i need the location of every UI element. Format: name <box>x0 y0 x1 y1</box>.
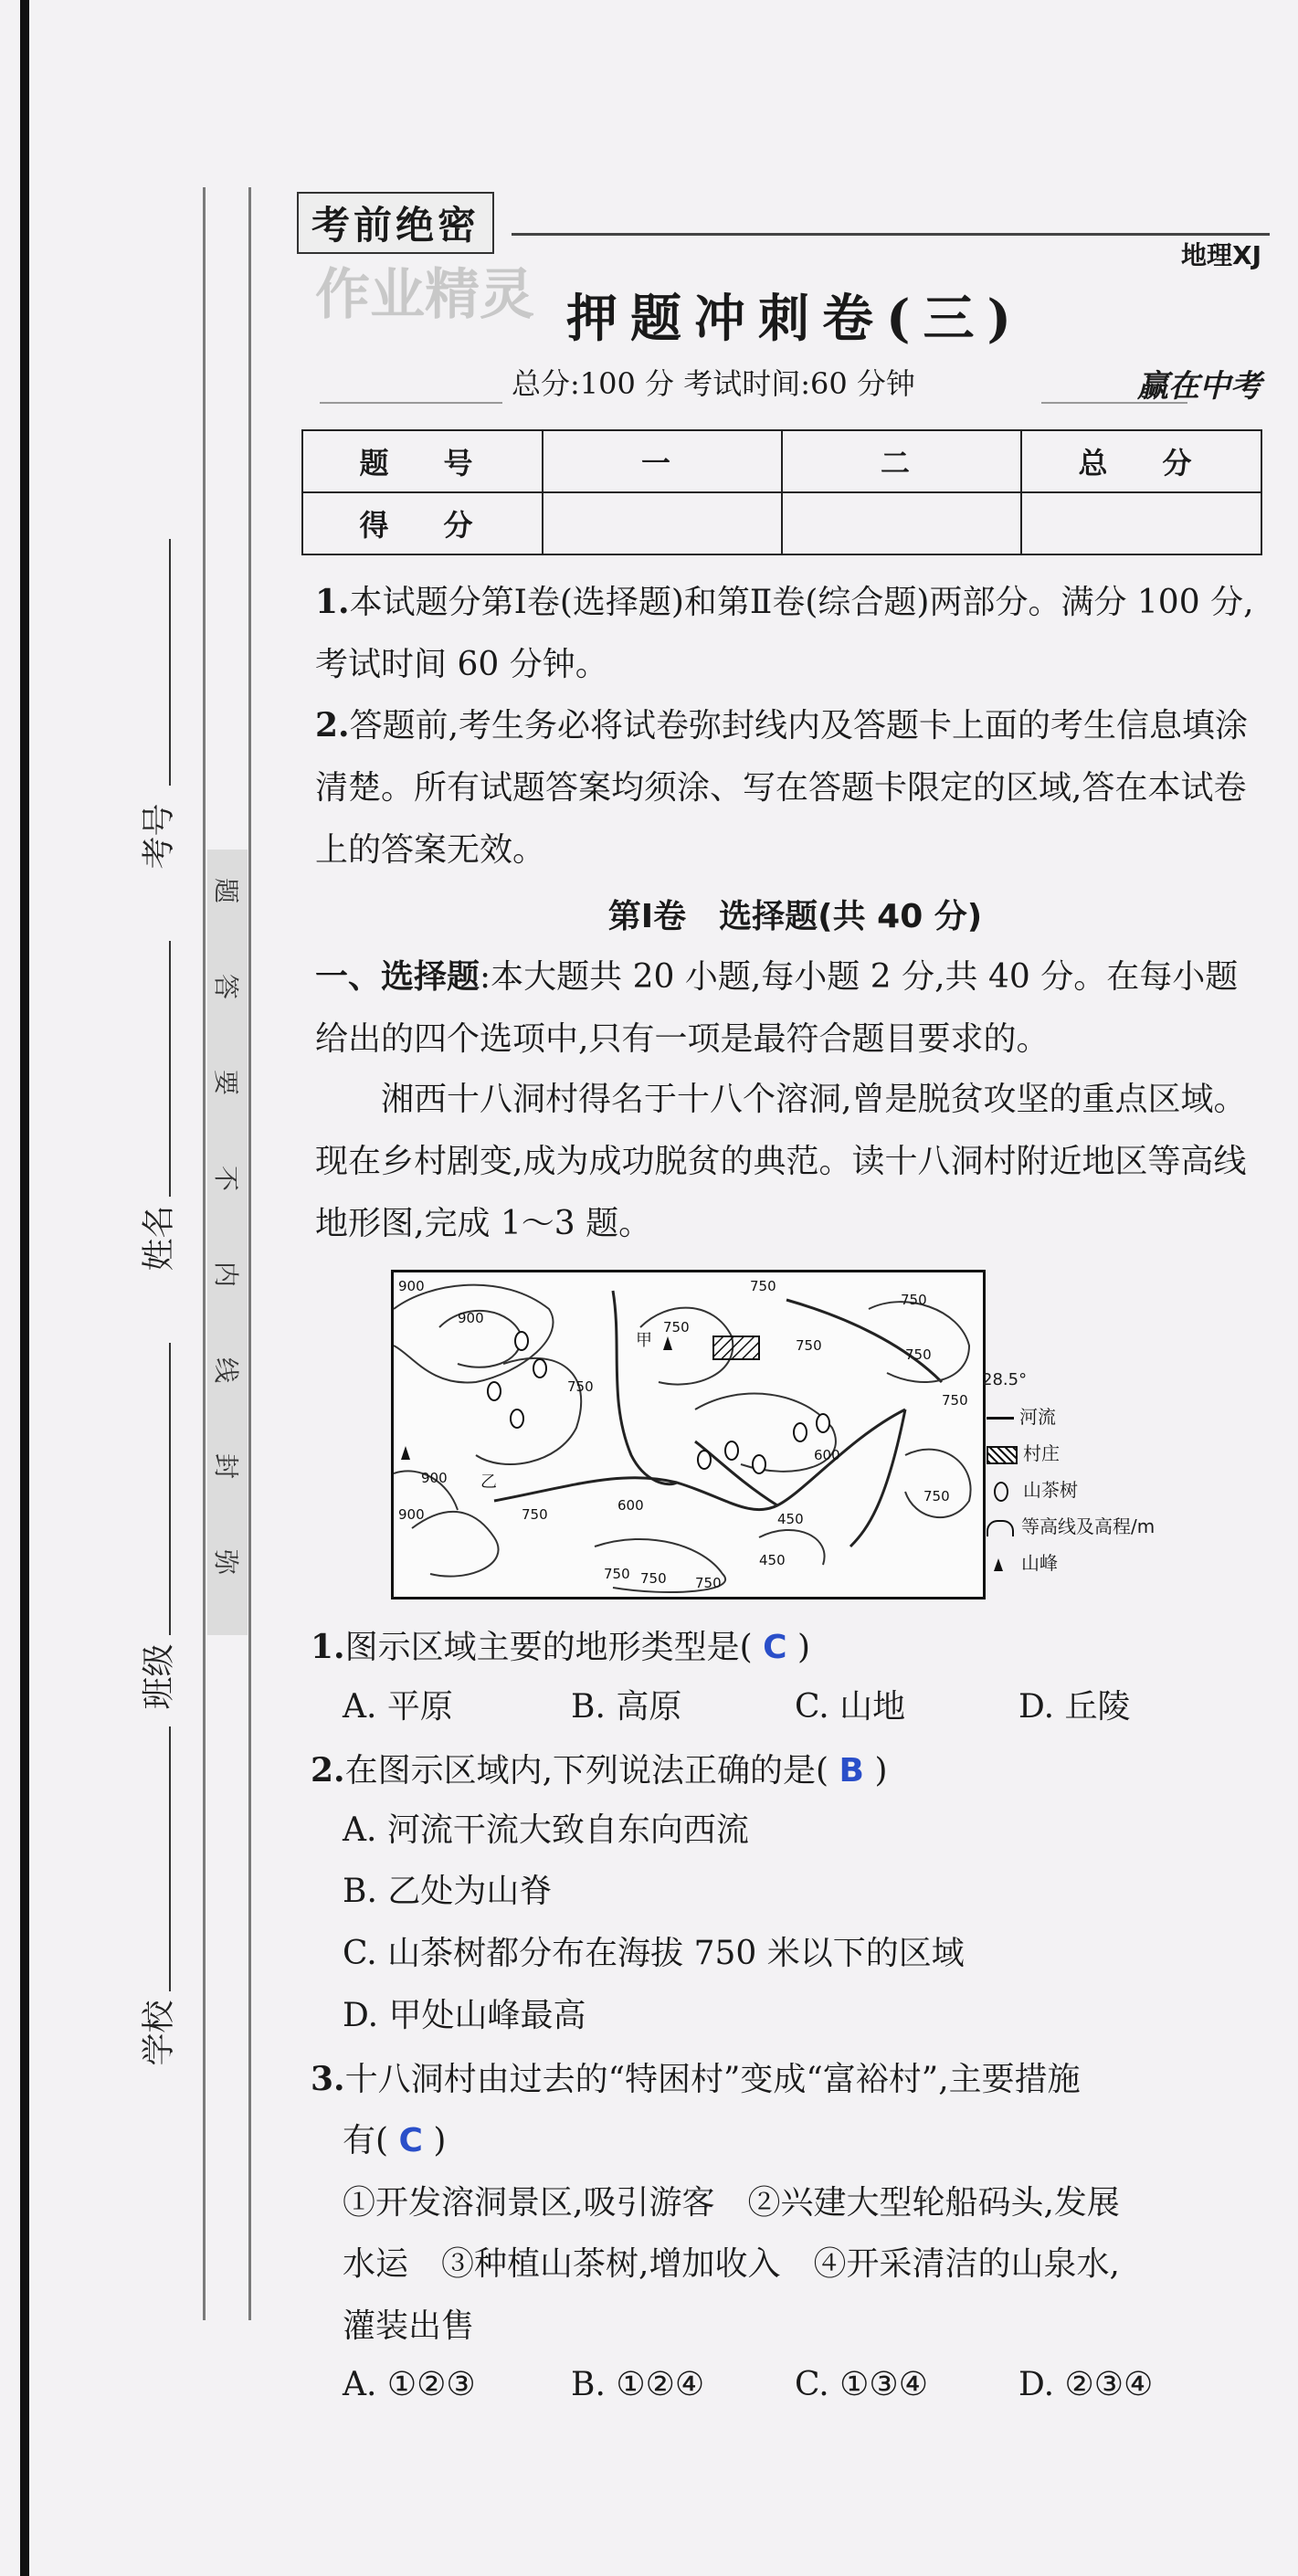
score-time-info: 总分:100 分 考试时间:60 分钟 <box>512 366 915 401</box>
legend-label: 山峰 <box>1021 1552 1058 1574</box>
option[interactable]: B. ①②④ <box>571 2366 705 2403</box>
question-close: ) <box>874 1752 888 1789</box>
table-row <box>302 430 1261 492</box>
score-input-cell[interactable] <box>543 492 782 554</box>
contour-label: 750 <box>750 1278 776 1294</box>
table-row <box>302 492 1261 554</box>
contour-label: 600 <box>814 1447 840 1463</box>
seal-char: 内 <box>211 1261 241 1287</box>
table-cell: 二 <box>782 430 1021 492</box>
camellia-icon <box>817 1414 829 1432</box>
contour-label: 750 <box>695 1575 722 1591</box>
question-number: 2. <box>311 1751 345 1789</box>
seal-char: 要 <box>211 1069 241 1095</box>
class-fill-line[interactable] <box>169 1343 171 1635</box>
contour-line <box>869 1302 969 1382</box>
answer-mark[interactable]: B <box>839 1752 864 1789</box>
point-jia-label: 甲 <box>636 1331 652 1350</box>
score-table <box>301 429 1262 555</box>
instruction-text: 本试题分第Ⅰ卷(选择题)和第Ⅱ卷(综合题)两部分。满分 100 分,考试时间 60 分钟。 <box>315 584 1254 683</box>
question-3 <box>311 2053 1081 2100</box>
part-text: :本大题共 20 小题,每小题 2 分,共 40 分。在每小题给出的四个选项中,只有一项是最符合题目要求的。 <box>315 958 1239 1058</box>
contour-label: 750 <box>522 1506 548 1523</box>
question-stem: 有( <box>343 2122 389 2159</box>
contour-label: 750 <box>604 1566 630 1582</box>
instruction-1 <box>315 571 1256 696</box>
binding-edge <box>20 0 29 2576</box>
name-label: 姓名 <box>140 1205 178 1272</box>
contour-map <box>391 1270 986 1599</box>
instruction-2 <box>315 694 1256 882</box>
option[interactable]: A. ①②③ <box>343 2366 476 2403</box>
header-rule <box>512 233 1270 236</box>
camellia-icon <box>533 1359 546 1378</box>
river-branch <box>850 1409 905 1547</box>
class-label: 班级 <box>140 1643 178 1710</box>
option[interactable]: A. 平原 <box>343 1688 453 1726</box>
instruction-number: 1. <box>315 583 350 621</box>
contour-label: 750 <box>942 1392 968 1409</box>
option[interactable]: C. ①③④ <box>795 2366 928 2403</box>
answer-mark[interactable]: C <box>398 2122 423 2159</box>
camellia-icon <box>794 1423 807 1441</box>
contour-line <box>476 1358 581 1464</box>
camellia-icon <box>753 1455 765 1473</box>
question-number: 1. <box>311 1628 345 1666</box>
point-yi-label: 乙 <box>480 1473 497 1492</box>
option[interactable]: A. 河流干流大致自东向西流 <box>343 1811 749 1849</box>
table-cell: 一 <box>543 430 782 492</box>
question-stem: 在图示区域内,下列说法正确的是( <box>344 1752 829 1789</box>
seal-char: 线 <box>211 1357 241 1383</box>
legend-peak <box>987 1548 1058 1575</box>
question-2 <box>311 1745 888 1791</box>
score-input-cell[interactable] <box>1021 492 1261 554</box>
score-input-cell[interactable] <box>782 492 1021 554</box>
contour-label: 750 <box>923 1488 950 1504</box>
exam-no-label: 考号 <box>140 803 178 870</box>
confidential-badge: 考前绝密 <box>297 192 494 254</box>
contour-label: 750 <box>905 1346 932 1363</box>
binding-line <box>203 187 206 2320</box>
contour-label: 750 <box>640 1570 667 1587</box>
option[interactable]: D. 甲处山峰最高 <box>343 1997 586 2034</box>
option[interactable]: C. 山茶树都分布在海拔 750 米以下的区域 <box>343 1935 965 1972</box>
title-rule <box>320 402 502 404</box>
part1-intro <box>315 945 1256 1071</box>
school-label: 学校 <box>140 2000 178 2066</box>
legend-contour <box>987 1512 1155 1538</box>
section-title: 第Ⅰ卷 选择题(共 40 分) <box>607 898 983 935</box>
measures-line: 灌装出售 <box>343 2307 475 2345</box>
subject-tag: 地理XJ <box>1180 240 1261 270</box>
seal-char: 弥 <box>211 1548 241 1575</box>
contour-label: 600 <box>617 1497 644 1514</box>
contour-label: 900 <box>398 1278 425 1294</box>
camellia-icon <box>488 1382 501 1400</box>
binding-line <box>248 187 251 2320</box>
seal-char: 题 <box>211 877 241 903</box>
option[interactable]: B. 乙处为山脊 <box>343 1873 553 1910</box>
legend-camellia <box>987 1475 1078 1502</box>
name-fill-line[interactable] <box>169 941 171 1197</box>
contour-label: 900 <box>421 1470 448 1486</box>
table-cell: 题 号 <box>302 430 543 492</box>
exam-no-fill-line[interactable] <box>169 539 171 786</box>
latitude-label: 28.5° <box>982 1370 1028 1389</box>
camellia-icon <box>698 1451 711 1469</box>
legend-label: 河流 <box>1019 1406 1056 1428</box>
legend-label: 山茶树 <box>1023 1479 1078 1501</box>
contour-line <box>412 1512 499 1577</box>
contour-label: 900 <box>458 1310 484 1326</box>
contour-map-svg <box>394 1272 983 1597</box>
legend-label: 等高线及高程/m <box>1021 1515 1156 1537</box>
contour-label: 750 <box>901 1292 927 1308</box>
watermark: 作业精灵 <box>315 263 534 327</box>
instruction-text: 答题前,考生务必将试卷弥封线内及答题卡上面的考生信息填涂清楚。所有试题答案均须涂、写在答题卡限定的区域,答在本试卷上的答案无效。 <box>315 707 1249 869</box>
brand-logo: 赢在中考 <box>1137 368 1261 405</box>
contour-label: 900 <box>398 1506 425 1523</box>
question-3-cont <box>343 2115 446 2161</box>
seal-strip <box>207 850 248 1635</box>
contour-label: 450 <box>759 1552 786 1568</box>
question-close: ) <box>433 2122 447 2159</box>
instruction-number: 2. <box>315 706 350 744</box>
legend-river <box>987 1402 1056 1429</box>
village-marker <box>713 1336 759 1359</box>
river-icon <box>987 1417 1014 1420</box>
seal-char: 不 <box>211 1165 241 1191</box>
question-close: ) <box>797 1629 811 1666</box>
contour-label: 750 <box>663 1319 690 1336</box>
option[interactable]: B. 高原 <box>571 1688 682 1726</box>
peak-icon <box>663 1336 672 1350</box>
contour-line <box>905 1450 971 1517</box>
part-label: 一、选择题 <box>315 957 480 996</box>
question-number: 3. <box>311 2060 345 2098</box>
seal-char: 答 <box>211 973 241 999</box>
school-fill-line[interactable] <box>169 1726 171 1991</box>
contour-label: 750 <box>796 1337 822 1354</box>
camellia-icon <box>725 1441 738 1460</box>
contour-icon <box>987 1520 1014 1536</box>
camellia-icon <box>994 1482 1008 1502</box>
village-icon <box>987 1446 1018 1464</box>
peak-icon <box>401 1446 410 1460</box>
option[interactable]: D. ②③④ <box>1018 2366 1154 2403</box>
contour-label: 750 <box>567 1378 594 1395</box>
peak-icon <box>994 1558 1003 1571</box>
option[interactable]: D. 丘陵 <box>1018 1688 1131 1726</box>
legend-label: 村庄 <box>1023 1442 1060 1464</box>
passage: 湘西十八洞村得名于十八个溶洞,曾是脱贫攻坚的重点区域。现在乡村剧变,成为成功脱贫的典范。读十八洞村附近地区等高线地形图,完成 1～3 题。 <box>315 1081 1247 1242</box>
legend-village <box>987 1439 1060 1465</box>
answer-mark[interactable]: C <box>763 1629 787 1666</box>
camellia-icon <box>515 1332 528 1350</box>
table-cell: 总 分 <box>1021 430 1261 492</box>
question-stem: 十八洞村由过去的“特困村”变成“富裕村”,主要措施 <box>344 2061 1081 2098</box>
table-cell: 得 分 <box>302 492 543 554</box>
seal-char: 封 <box>211 1452 241 1479</box>
option[interactable]: C. 山地 <box>795 1688 906 1726</box>
measures-line: ①开发溶洞景区,吸引游客 ②兴建大型轮船码头,发展 <box>343 2184 1120 2222</box>
contour-label: 450 <box>777 1511 804 1527</box>
paper-title: 押题冲刺卷(三) <box>566 289 1024 349</box>
question-1 <box>311 1621 810 1668</box>
measures-line: 水运 ③种植山茶树,增加收入 ④开采清洁的山泉水, <box>343 2245 1120 2283</box>
question-stem: 图示区域主要的地形类型是( <box>344 1629 753 1666</box>
camellia-icon <box>511 1409 523 1428</box>
